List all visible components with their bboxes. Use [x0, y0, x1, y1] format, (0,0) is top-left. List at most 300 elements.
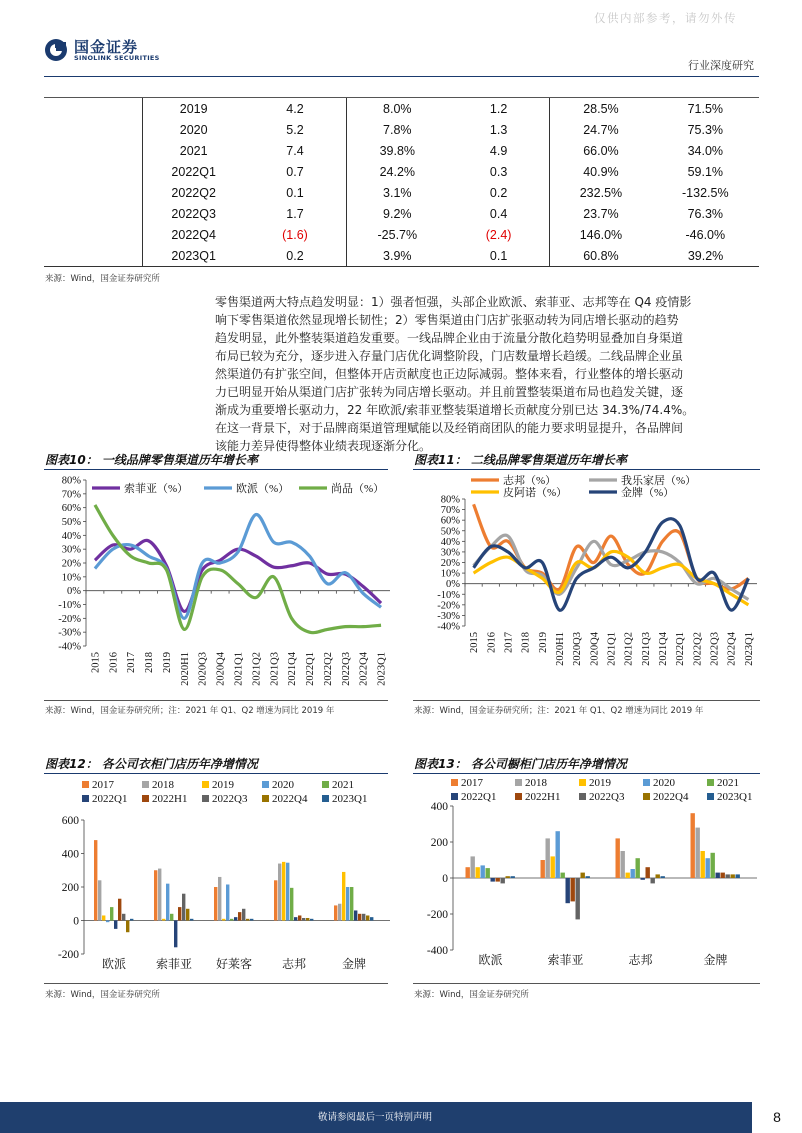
- bar: [102, 915, 105, 920]
- logo-name-en: SINOLINK SECURITIES: [74, 54, 160, 62]
- series-line: [95, 505, 381, 633]
- bar: [350, 887, 353, 921]
- y-tick-label: 70%: [61, 489, 81, 501]
- bar: [466, 867, 470, 878]
- y-tick-label: 600: [61, 815, 79, 827]
- table-cell-c2: 3.9%: [346, 245, 448, 266]
- bar: [511, 876, 515, 878]
- y-tick-label: 70%: [440, 505, 460, 517]
- table-cell-period: 2022Q4: [143, 224, 245, 245]
- bar: [302, 918, 305, 921]
- y-tick-label: 40%: [61, 530, 81, 542]
- y-tick-label: 40%: [440, 536, 460, 548]
- bar: [581, 873, 585, 878]
- bar: [571, 878, 575, 901]
- bar: [338, 904, 341, 921]
- legend-label: 索菲亚（%）: [124, 483, 189, 495]
- table-cell-period: 2023Q1: [143, 245, 245, 266]
- legend-label: 2022Q3: [589, 791, 625, 803]
- x-tick-label: 2021Q1: [233, 652, 245, 686]
- y-tick-label: 20%: [440, 558, 460, 569]
- legend-label: 2022Q4: [272, 793, 308, 805]
- table-cell-c4: 232.5%: [550, 182, 652, 203]
- x-tick-label: 2022Q2: [692, 632, 704, 666]
- x-tick-label: 2016: [108, 652, 120, 673]
- bar: [354, 910, 357, 920]
- legend-label: 2018: [525, 777, 547, 789]
- x-category-label: 欧派: [478, 953, 503, 967]
- legend-swatch: [82, 781, 89, 788]
- x-tick-label: 2021Q4: [658, 632, 670, 666]
- table-row: [143, 224, 760, 245]
- table-row: [143, 119, 760, 140]
- table-cell-c3: (2.4): [485, 227, 512, 242]
- bar: [246, 919, 249, 921]
- bar: [636, 858, 640, 878]
- bar: [306, 918, 309, 921]
- table-row: [143, 161, 760, 182]
- x-category-label: 金牌: [341, 957, 367, 971]
- y-tick-label: 200: [430, 837, 448, 849]
- x-tick-label: 2022Q1: [675, 632, 687, 666]
- y-tick-label: 80%: [61, 475, 81, 487]
- legend-label: 2022H1: [525, 791, 561, 803]
- paragraph-line: 趋发明显，此外整装渠道趋发重要。一线品牌企业由于流量分散化趋势明显叠加自身渠道: [215, 331, 684, 345]
- table-cell-period: 2022Q2: [143, 182, 245, 203]
- legend-label: 2022Q1: [92, 793, 128, 805]
- y-tick-label: 0%: [446, 579, 460, 591]
- header-rule: [44, 76, 759, 77]
- x-tick-label: 2017: [126, 652, 138, 673]
- bar: [290, 888, 293, 921]
- series-line: [95, 515, 381, 619]
- y-tick-label: 50%: [61, 517, 81, 528]
- bar: [110, 907, 113, 920]
- paragraph-line: 力已明显开始从渠道门店扩张转为同店增长驱动。并且前置整装渠道布局也趋发关键，逐: [215, 385, 684, 399]
- bar: [174, 921, 177, 948]
- legend-label: 2021: [332, 779, 354, 791]
- table-cell-c5: 75.3%: [687, 122, 724, 137]
- table-cell-period: 2022Q1: [143, 161, 245, 182]
- table-cell-c5: 59.1%: [687, 164, 724, 179]
- y-tick-label: 60%: [61, 503, 81, 515]
- fig10-bottom-rule: [44, 700, 388, 701]
- fig11-chart: [413, 470, 761, 702]
- bar: [214, 887, 217, 921]
- bar: [701, 851, 705, 878]
- table-cell-c3: 0.4: [489, 206, 508, 221]
- bar: [711, 853, 715, 878]
- table-cell-c5: 71.5%: [687, 101, 724, 116]
- bar: [114, 921, 117, 929]
- bar: [238, 912, 241, 920]
- bar: [154, 870, 157, 920]
- table-cell-c2: 7.8%: [346, 119, 448, 140]
- table-source: 来源：Wind，国金证券研究所: [45, 274, 160, 284]
- y-tick-label: 20%: [61, 558, 81, 570]
- fig12-source: 来源：Wind，国金证券研究所: [45, 990, 160, 1000]
- bar: [190, 919, 193, 921]
- fig12-chart: [44, 774, 394, 984]
- legend-label: 2021: [717, 777, 739, 789]
- x-tick-label: 2023Q1: [743, 632, 755, 666]
- bar: [651, 878, 655, 883]
- y-tick-label: -20%: [437, 600, 460, 612]
- table-row: [143, 203, 760, 224]
- bar: [501, 878, 505, 883]
- x-tick-label: 2022Q4: [358, 652, 370, 686]
- bar: [506, 876, 510, 878]
- legend-label: 2022H1: [152, 793, 188, 805]
- fig13-bottom-rule: [413, 983, 760, 984]
- legend-label: 2023Q1: [717, 791, 753, 803]
- paragraph-line: 该能力差异使得整体业绩表现逐渐分化。: [215, 439, 432, 453]
- legend-label: 尚品（%）: [331, 483, 385, 495]
- y-tick-label: -40%: [58, 641, 81, 653]
- legend-swatch: [643, 793, 650, 800]
- bar: [561, 873, 565, 878]
- x-tick-label: 2020Q4: [589, 632, 601, 666]
- table-cell-c3: 1.2: [489, 101, 508, 116]
- x-category-label: 索菲亚: [547, 953, 584, 967]
- x-category-label: 志邦: [628, 953, 653, 967]
- legend-label: 2020: [272, 779, 294, 791]
- bar: [541, 860, 545, 878]
- table-cell-c1: 0.2: [286, 248, 304, 263]
- legend-swatch: [451, 779, 458, 786]
- paragraph-line: 在这一背景下，对于品牌商渠道管理赋能以及经销商团队的能力要求明显提升，各品牌间: [215, 421, 684, 435]
- bar: [471, 856, 475, 878]
- table-cell-period: 2020: [143, 119, 245, 140]
- bar: [551, 856, 555, 878]
- data-table: [142, 98, 760, 266]
- legend-swatch: [451, 793, 458, 800]
- legend-label: 金牌（%）: [621, 487, 675, 499]
- legend-swatch: [322, 795, 329, 802]
- x-category-label: 欧派: [101, 957, 127, 971]
- legend-swatch: [322, 781, 329, 788]
- logo-name-cn: 国金证券: [74, 38, 139, 56]
- legend-label: 2023Q1: [332, 793, 368, 805]
- bar: [366, 915, 369, 920]
- bar: [158, 869, 161, 921]
- table-cell-c1: (1.6): [282, 227, 308, 242]
- y-tick-label: -400: [426, 945, 448, 957]
- x-tick-label: 2018: [144, 652, 156, 673]
- table-cell-c4: 40.9%: [550, 161, 652, 182]
- table-bottom-rule: [44, 266, 759, 267]
- x-category-label: 志邦: [281, 957, 307, 971]
- bar: [736, 874, 740, 878]
- watermark: 仅供内部参考，请勿外传: [594, 11, 737, 25]
- x-tick-label: 2018: [520, 632, 532, 653]
- x-tick-label: 2019: [537, 632, 549, 653]
- table-row: [143, 98, 760, 119]
- table-cell-c3: 0.2: [489, 185, 508, 200]
- x-tick-label: 2022Q3: [340, 652, 352, 686]
- fig11-bottom-rule: [413, 700, 760, 701]
- table-cell-c4: 66.0%: [550, 140, 652, 161]
- bar: [362, 914, 365, 921]
- bar: [250, 919, 253, 921]
- x-tick-label: 2021Q3: [640, 632, 652, 666]
- y-tick-label: -20%: [58, 613, 81, 625]
- legend-label: 我乐家居（%）: [621, 475, 697, 487]
- x-tick-label: 2020Q3: [197, 652, 209, 686]
- bar: [621, 851, 625, 878]
- legend-swatch: [515, 779, 522, 786]
- table-cell-c1: 5.2: [286, 122, 304, 137]
- bar: [126, 921, 129, 933]
- legend-swatch: [707, 779, 714, 786]
- legend-swatch: [202, 781, 209, 788]
- bar: [218, 877, 221, 921]
- fig10-chart: [44, 470, 394, 702]
- bar: [282, 862, 285, 921]
- y-tick-label: 400: [430, 801, 448, 813]
- bar: [242, 909, 245, 921]
- bar: [170, 914, 173, 921]
- company-logo: [44, 38, 164, 62]
- paragraph-line: 渐成为重要增长驱动力，22 年欧派/索菲亚整装渠道增长贡献度分别已达 34.3%/74.4%。: [215, 403, 695, 417]
- table-cell-c5: 39.2%: [687, 248, 724, 263]
- bar: [566, 878, 570, 903]
- table-row: [143, 182, 760, 203]
- x-tick-label: 2023Q1: [376, 652, 388, 686]
- table-cell-c4: 60.8%: [550, 245, 652, 266]
- x-tick-label: 2019: [161, 652, 173, 673]
- x-tick-label: 2016: [486, 632, 498, 653]
- bar: [731, 874, 735, 878]
- bar: [706, 858, 710, 878]
- fig13-source: 来源：Wind，国金证券研究所: [414, 990, 529, 1000]
- y-tick-label: -200: [426, 909, 448, 921]
- table-cell-c2: 24.2%: [346, 161, 448, 182]
- bar: [358, 914, 361, 921]
- body-paragraph: [215, 293, 763, 455]
- x-tick-label: 2015: [90, 652, 102, 673]
- y-tick-label: 10%: [440, 568, 460, 580]
- report-type: 行业深度研究: [688, 59, 754, 72]
- legend-label: 欧派（%）: [236, 483, 290, 495]
- bar: [178, 907, 181, 920]
- y-tick-label: 200: [61, 882, 79, 894]
- table-row: [143, 140, 760, 161]
- x-tick-label: 2022Q3: [709, 632, 721, 666]
- x-tick-label: 2021Q2: [251, 652, 263, 686]
- table-cell-c4: 23.7%: [550, 203, 652, 224]
- legend-swatch: [262, 795, 269, 802]
- logo-mark-icon: [44, 38, 68, 62]
- bar: [274, 880, 277, 920]
- bar: [656, 874, 660, 878]
- bar: [726, 874, 730, 878]
- bar: [476, 867, 480, 878]
- legend-swatch: [579, 779, 586, 786]
- fig10-source: 来源：Wind，国金证券研究所；注：2021 年 Q1、Q2 增速为同比 2019 年: [45, 706, 335, 716]
- y-tick-label: 10%: [61, 572, 81, 584]
- y-tick-label: 80%: [440, 494, 460, 506]
- table-cell-c4: 24.7%: [550, 119, 652, 140]
- y-tick-label: -30%: [58, 627, 81, 639]
- bar: [481, 865, 485, 878]
- paragraph-line: 零售渠道两大特点趋发明显：1）强者恒强，头部企业欧派、索菲亚、志邦等在 Q4 疫情影: [215, 295, 692, 309]
- bar: [346, 887, 349, 921]
- bar: [162, 919, 165, 921]
- x-tick-label: 2021Q2: [623, 632, 635, 666]
- y-tick-label: 0: [442, 873, 448, 885]
- y-tick-label: -200: [57, 949, 79, 961]
- table-cell-c3: 1.3: [489, 122, 508, 137]
- bar: [294, 917, 297, 920]
- bar: [496, 878, 500, 882]
- legend-swatch: [579, 793, 586, 800]
- table-cell-c5: -46.0%: [685, 227, 726, 242]
- bar: [721, 873, 725, 878]
- legend-label: 2020: [653, 777, 675, 789]
- legend-label: 2019: [589, 777, 611, 789]
- bar: [230, 919, 233, 921]
- fig13-chart: [413, 774, 761, 984]
- page-number: 8: [752, 1102, 802, 1133]
- x-tick-label: 2022Q4: [726, 632, 738, 666]
- bar: [491, 878, 495, 882]
- fig12-bottom-rule: [44, 983, 388, 984]
- fig13-title: 图表13： 各公司橱柜门店历年净增情况: [414, 757, 627, 771]
- y-tick-label: 30%: [440, 547, 460, 559]
- legend-swatch: [202, 795, 209, 802]
- legend-swatch: [707, 793, 714, 800]
- legend-label: 2017: [92, 779, 114, 791]
- y-tick-label: 50%: [440, 526, 460, 538]
- x-category-label: 金牌: [703, 953, 728, 967]
- table-cell-c1: 0.7: [286, 164, 304, 179]
- bar: [122, 914, 125, 921]
- legend-swatch: [643, 779, 650, 786]
- bar: [286, 863, 289, 921]
- bar: [130, 919, 133, 921]
- bar: [222, 919, 225, 921]
- bar: [334, 905, 337, 920]
- table-cell-c5: 76.3%: [687, 206, 724, 221]
- fig10-title: 图表10： 一线品牌零售渠道历年增长率: [45, 453, 258, 467]
- table-cell-c4: 28.5%: [550, 98, 652, 119]
- legend-label: 2022Q3: [212, 793, 248, 805]
- y-tick-label: 60%: [440, 515, 460, 527]
- paragraph-line: 响下零售渠道依然显现增长韧性；2）零售渠道由门店扩张驱动转为同店增长驱动的趋势: [215, 313, 679, 327]
- legend-label: 2022Q1: [461, 791, 497, 803]
- legend-swatch: [515, 793, 522, 800]
- bar: [626, 873, 630, 878]
- x-tick-label: 2020Q3: [572, 632, 584, 666]
- paragraph-line: 布局已较为充分，逐步进入存量门店优化调整阶段，门店数量增长趋缓。二线品牌企业虽: [215, 349, 684, 363]
- x-tick-label: 2021Q4: [287, 652, 299, 686]
- bar: [661, 876, 665, 878]
- bar: [486, 868, 490, 878]
- legend-label: 2022Q4: [653, 791, 689, 803]
- y-tick-label: 0%: [67, 586, 81, 598]
- y-tick-label: 0: [73, 915, 79, 928]
- paragraph-line: 然渠道仍有扩张空间，但整体开店贡献度也正边际减弱。整体来看，行业整体的增长驱动: [215, 367, 684, 381]
- legend-label: 志邦（%）: [503, 475, 557, 487]
- table-cell-c2: -25.7%: [346, 224, 448, 245]
- bar: [234, 917, 237, 920]
- bar: [616, 838, 620, 878]
- table-cell-c4: 146.0%: [550, 224, 652, 245]
- legend-label: 2017: [461, 777, 483, 789]
- legend-label: 2019: [212, 779, 234, 791]
- bar: [98, 880, 101, 920]
- series-line: [474, 535, 749, 599]
- table-cell-c5: -132.5%: [682, 185, 729, 200]
- fig12-title: 图表12： 各公司衣柜门店历年净增情况: [45, 757, 258, 771]
- table-cell-c1: 4.2: [286, 101, 304, 116]
- bar: [118, 899, 121, 921]
- x-tick-label: 2020H1: [554, 632, 566, 666]
- table-cell-period: 2021: [143, 140, 245, 161]
- table-cell-c1: 7.4: [286, 143, 304, 158]
- bar: [298, 915, 301, 920]
- footer-disclaimer: 敬请参阅最后一页特别声明: [317, 1112, 432, 1123]
- bar: [370, 917, 373, 920]
- bar: [94, 840, 97, 920]
- table-cell-c1: 0.1: [286, 185, 304, 200]
- table-cell-c3: 0.1: [489, 248, 508, 263]
- table-cell-c1: 1.7: [286, 206, 304, 221]
- table-cell-c2: 39.8%: [346, 140, 448, 161]
- table-cell-period: 2019: [143, 98, 245, 119]
- y-tick-label: -30%: [437, 610, 460, 622]
- bar: [342, 872, 345, 921]
- fig11-title: 图表11： 二线品牌零售渠道历年增长率: [414, 453, 627, 467]
- table-row: [143, 245, 760, 266]
- table-cell-c2: 9.2%: [346, 203, 448, 224]
- table-cell-c2: 3.1%: [346, 182, 448, 203]
- bar: [586, 876, 590, 878]
- legend-swatch: [142, 781, 149, 788]
- bar: [646, 867, 650, 878]
- table-cell-c3: 4.9: [489, 143, 508, 158]
- bar: [310, 919, 313, 921]
- y-tick-label: 30%: [61, 544, 81, 556]
- table-cell-c2: 8.0%: [346, 98, 448, 119]
- bar: [691, 813, 695, 878]
- x-tick-label: 2020H1: [179, 652, 191, 686]
- bar: [546, 838, 550, 878]
- bar: [106, 921, 109, 923]
- x-tick-label: 2017: [503, 632, 515, 653]
- y-tick-label: -10%: [437, 589, 460, 601]
- x-tick-label: 2015: [469, 632, 481, 653]
- bar: [556, 831, 560, 878]
- y-tick-label: -40%: [437, 621, 460, 633]
- x-tick-label: 2021Q3: [269, 652, 281, 686]
- x-category-label: 好莱客: [215, 957, 253, 971]
- bar: [716, 873, 720, 878]
- bar: [226, 884, 229, 920]
- table-cell-c5: 34.0%: [687, 143, 724, 158]
- legend-label: 皮阿诺（%）: [503, 487, 568, 499]
- bar: [182, 894, 185, 921]
- y-tick-label: -10%: [58, 600, 81, 611]
- x-tick-label: 2022Q2: [322, 652, 334, 686]
- table-cell-c3: 0.3: [489, 164, 508, 179]
- x-tick-label: 2021Q1: [606, 632, 618, 666]
- bar: [696, 828, 700, 878]
- fig11-source: 来源：Wind，国金证券研究所；注：2021 年 Q1、Q2 增速为同比 2019 年: [414, 706, 704, 716]
- legend-swatch: [142, 795, 149, 802]
- bar: [576, 878, 580, 919]
